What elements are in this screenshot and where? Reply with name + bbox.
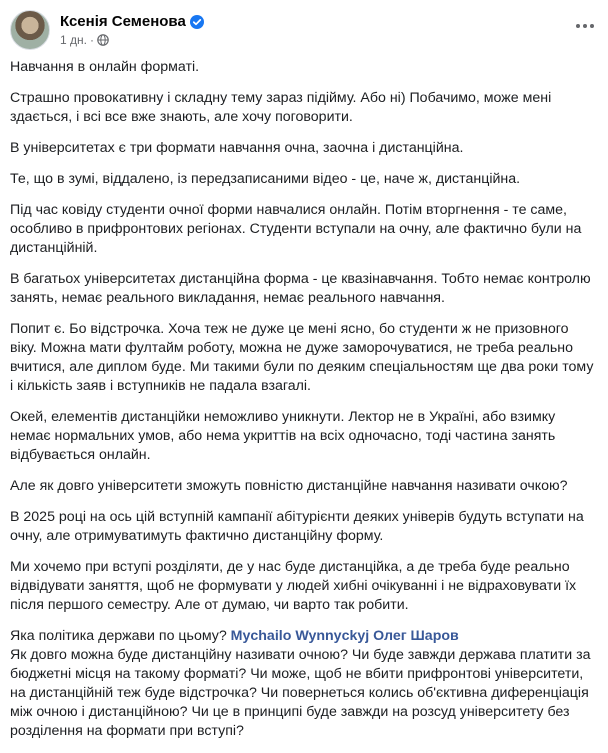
- paragraph: В багатьох університетах дистанційна форма - це квазінавчання. Тобто немає контролю занять, немає реального викладання, немає реального навчання.: [10, 271, 591, 306]
- paragraph: Навчання в онлайн форматі.: [10, 59, 200, 75]
- mention-link[interactable]: Олег Шаров: [373, 628, 459, 644]
- post-time[interactable]: 1 дн.: [60, 33, 87, 47]
- post-body: [10, 58, 598, 753]
- verified-badge-icon: [190, 15, 204, 29]
- globe-icon: [97, 34, 109, 46]
- post-meta: [60, 33, 109, 47]
- post-header: [10, 10, 600, 50]
- author-line: [60, 13, 204, 30]
- paragraph: Окей, елементів дистанційки неможливо уникнути. Лектор не в Україні, або взимку немає нормальних умов, або нема укриттів на всіх одночасно, тоді частина занять відбувається онлайн.: [10, 409, 556, 463]
- paragraph: Те, що в зумі, віддалено, із передзаписаними відео - це, наче ж, дистанційна.: [10, 171, 521, 187]
- paragraph: В університетах є три формати навчання очна, заочна і дистанційна.: [10, 140, 464, 156]
- paragraph: Попит є. Бо відстрочка. Хоча теж не дуже це мені ясно, бо студенти ж не призовного віку. Можна мати фултайм роботу, можна не дуже заморочуватися, не треба реально вчитися, але диплом буде. Ми такими були по деяким спеціальностям ще два роки тому і кількість заяв і вступників не падала взагалі.: [10, 321, 594, 394]
- question-text: Яка політика держави по цьому?: [10, 628, 231, 644]
- paragraph: Під час ковіду студенти очної форми навчалися онлайн. Потім вторгнення - те саме, особливо в прифронтових регіонах. Студенти вступали на очну, але фактично були на дистанційній.: [10, 202, 582, 256]
- mention-link[interactable]: Mychailo Wynnyckyj: [230, 628, 370, 644]
- more-options-icon[interactable]: [570, 14, 600, 38]
- questions-text: Як довго можна буде дистанційну називати очною? Чи буде завжди держава платити за бюджетні місця на такому форматі? Чи може, щоб не вбити прифронтові університети, на дистанційній теж буде відстрочка? Чи повернеться колись об'єктивна диференціація між очною і дистанційною? Чи це в принципі буде завжди на розсуд університету без розділення на формати при вступі?: [10, 647, 591, 739]
- paragraph: Страшно провокативну і складну тему зараз підійму. Або ні) Побачимо, може мені здається, і всі все вже знають, але хочу поговорити.: [10, 90, 552, 125]
- meta-separator: ·: [89, 33, 94, 47]
- author-name[interactable]: Ксенія Семенова: [60, 13, 186, 30]
- avatar[interactable]: [10, 10, 50, 50]
- paragraph: Але як довго університети зможуть повністю дистанційне навчання називати очкою?: [10, 478, 568, 494]
- paragraph: В 2025 році на ось цій вступній кампанії абітурієнти деяких універів будуть вступати на очну, але отримуватимуть фактично дистанційну форму.: [10, 509, 584, 544]
- paragraph: Ми хочемо при вступі розділяти, де у нас буде дистанційка, а де треба буде реально відвідувати заняття, щоб не формувати у людей хибні очікуванні і не відраховувати їх після першого семестру. Але от думаю, чи варто так робити.: [10, 559, 577, 613]
- last-paragraph: [10, 627, 598, 741]
